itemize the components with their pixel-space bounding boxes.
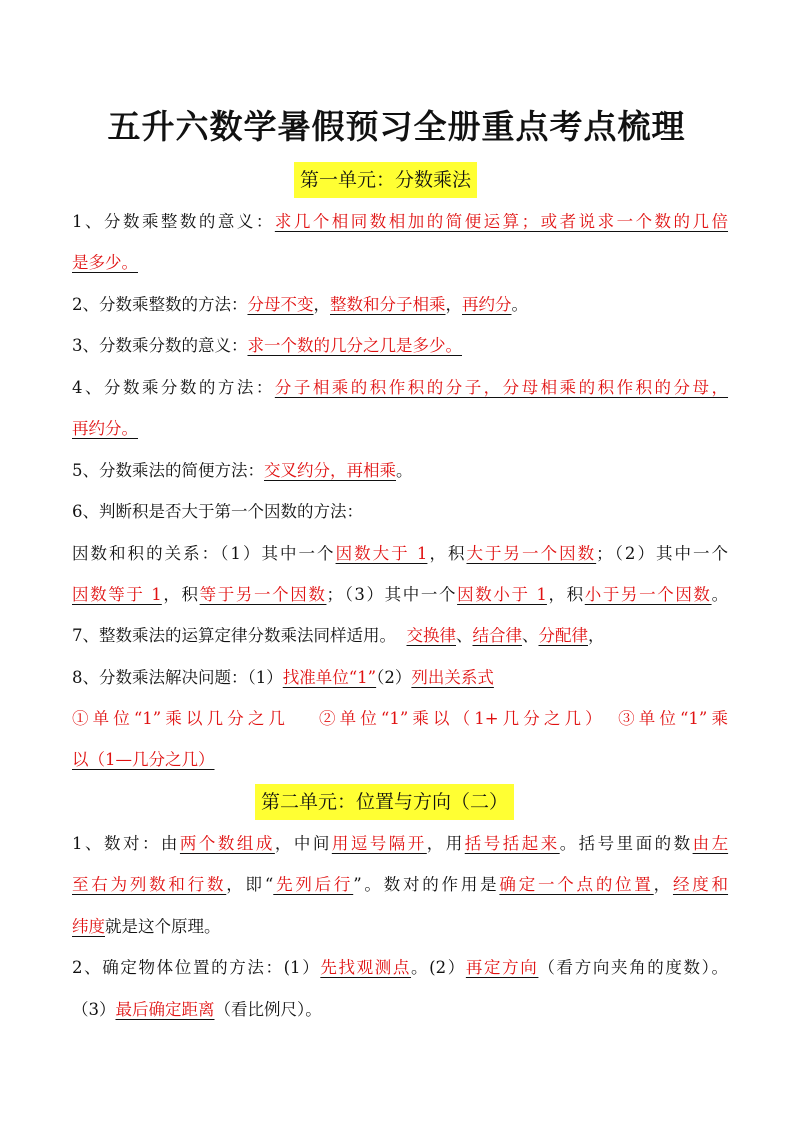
punct: 。 <box>511 295 528 314</box>
text: （2） <box>376 668 412 687</box>
answer: 交换律 <box>406 626 456 645</box>
point-8-cases-line-2 <box>72 745 728 775</box>
answer: 再定方向 <box>465 958 539 977</box>
point-1-line-2 <box>72 248 728 278</box>
answer: 找准单位“1” <box>282 668 377 687</box>
point-7-label: 7、整数乘法的运算定律分数乘法同样适用。 <box>72 626 396 645</box>
text: （看方向夹角的度数）。 <box>538 958 729 977</box>
text: ，用 <box>426 834 465 853</box>
unit2-point-1-line-2 <box>72 870 728 900</box>
answer: 至右为列数和行数 <box>72 875 227 894</box>
text: 。(2） <box>411 958 466 977</box>
answer: 纬度 <box>72 917 105 936</box>
point-3-answer: 求一个数的几分之几是多少。 <box>247 336 462 355</box>
answer: 确定一个点的位置 <box>499 875 654 894</box>
text: 、 <box>522 626 539 645</box>
punct: ， <box>445 295 462 314</box>
answer: 分配律 <box>538 626 588 645</box>
point-4-answer-cont: 再约分。 <box>72 419 138 438</box>
text: ；（3）其中一个 <box>326 585 458 604</box>
point-5-answer: 交叉约分，再相乘 <box>264 461 396 480</box>
point-2-label: 2、分数乘整数的方法： <box>72 295 248 314</box>
text: ”。数对的作用是 <box>353 875 500 894</box>
point-6-detail-line-1 <box>72 539 728 569</box>
unit2-point-2-line-2 <box>72 995 728 1025</box>
answer: 小于另一个因数 <box>584 585 712 604</box>
text: 、 <box>456 626 473 645</box>
answer: 经度和 <box>672 875 729 894</box>
answer: 最后确定距离 <box>115 1000 215 1019</box>
punct: ， <box>313 295 330 314</box>
point-1-answer: 求几个相同数相加的简便运算；或者说求一个数的几倍 <box>274 212 729 231</box>
answer: 因数小于 1 <box>457 585 547 604</box>
text: 1、数对：由 <box>72 834 180 853</box>
point-4-line-1 <box>72 373 728 403</box>
text: ，即“ <box>226 875 274 894</box>
answer: 列出关系式 <box>411 668 494 687</box>
point-3 <box>72 331 728 361</box>
answer: 两个数组成 <box>179 834 275 853</box>
text: ，积 <box>427 544 467 563</box>
text: ；（2）其中一个 <box>596 544 729 563</box>
point-4-label: 4、分数乘分数的方法： <box>72 378 275 397</box>
unit-heading-1: 第一单元：分数乘法 <box>294 162 477 198</box>
point-6-detail-line-2 <box>72 580 728 610</box>
point-2-answer-a: 分母不变 <box>247 295 314 314</box>
punct: 。 <box>396 461 413 480</box>
point-5-label: 5、分数乘法的简便方法： <box>72 461 264 480</box>
text: 2、确定物体位置的方法：(1） <box>72 958 321 977</box>
answer: 大于另一个因数 <box>466 544 597 563</box>
unit2-point-1-line-1 <box>72 829 728 859</box>
text: （看比例尺）。 <box>214 1000 322 1019</box>
text: 就是这个原理。 <box>105 917 221 936</box>
text: ，中间 <box>274 834 332 853</box>
point-7 <box>72 621 728 651</box>
point-6: 6、判断积是否大于第一个因数的方法： <box>72 502 363 521</box>
point-1-line-1 <box>72 207 728 237</box>
text: ， <box>588 626 605 645</box>
text: 。 <box>711 585 729 604</box>
point-8 <box>72 663 728 693</box>
page-title: 五升六数学暑假预习全册重点考点梳理 <box>107 107 686 146</box>
unit2-point-2-line-1 <box>72 953 728 983</box>
answer: 括号括起来 <box>464 834 560 853</box>
text: 因数和积的关系：（1）其中一个 <box>72 544 336 563</box>
text: ，积 <box>161 585 200 604</box>
point-1-answer-cont: 是多少。 <box>72 253 138 272</box>
point-2-answer-b: 整数和分子相乘 <box>330 295 446 314</box>
answer: 因数等于 1 <box>72 585 162 604</box>
answer: 先列后行 <box>273 875 354 894</box>
point-5 <box>72 456 728 486</box>
point-8-label: 8、分数乘法解决问题：（1） <box>72 668 283 687</box>
answer: 先找观测点 <box>320 958 412 977</box>
unit2-point-1-line-3 <box>72 912 728 942</box>
point-3-label: 3、分数乘分数的意义： <box>72 336 248 355</box>
answer: 结合律 <box>472 626 522 645</box>
unit-heading-2: 第二单元：位置与方向（二） <box>255 784 514 820</box>
answer: 因数大于 1 <box>335 544 428 563</box>
text: ，积 <box>546 585 585 604</box>
text: 。括号里面的数 <box>559 834 693 853</box>
answer: 用逗号隔开 <box>331 834 427 853</box>
text: ， <box>653 875 673 894</box>
point-4-line-2 <box>72 414 728 444</box>
point-8-cases-line-1: ①单位“1”乘以几分之几 ②单位“1”乘以（1+几分之几） ③单位“1”乘 <box>72 709 728 728</box>
point-2 <box>72 290 728 320</box>
point-1-label: 1、分数乘整数的意义： <box>72 212 275 231</box>
answer: 由左 <box>692 834 729 853</box>
point-2-answer-c: 再约分 <box>462 295 512 314</box>
point-4-answer: 分子相乘的积作积的分子，分母相乘的积作积的分母， <box>274 378 729 397</box>
answer: 等于另一个因数 <box>199 585 327 604</box>
text: （3） <box>72 1000 116 1019</box>
answer: 以（1—几分之几） <box>72 750 215 769</box>
